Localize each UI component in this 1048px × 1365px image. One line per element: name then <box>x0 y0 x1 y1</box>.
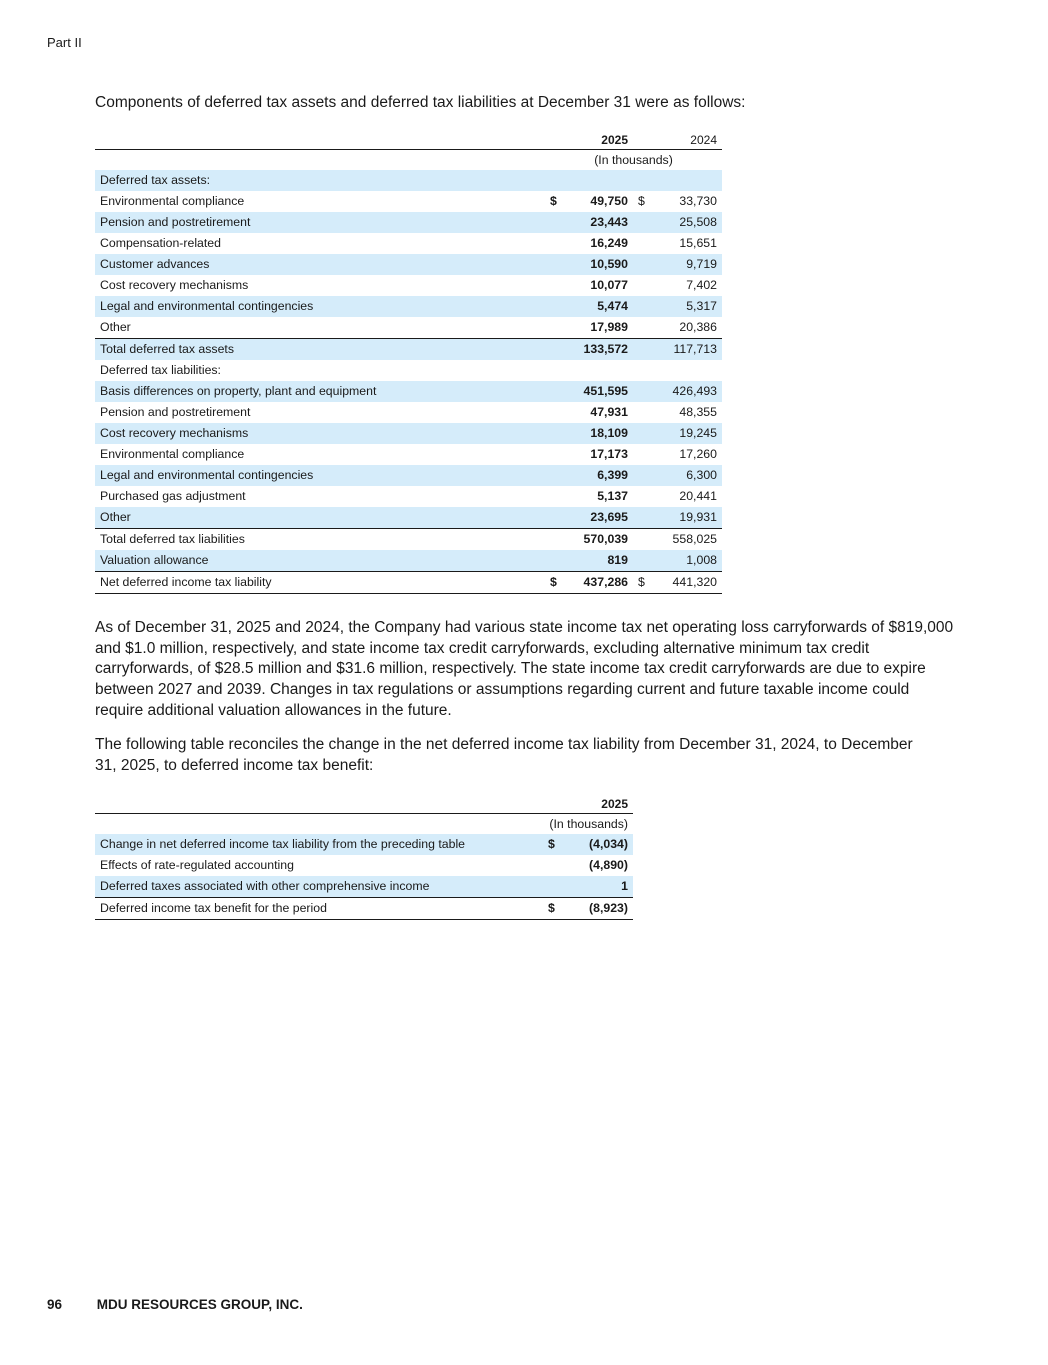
row-label: Cost recovery mechanisms <box>100 278 249 292</box>
intro-paragraph-2: The following table reconciles the change in the net deferred income tax liability from December 31, 2024, to December 31, 2025, to deferred income tax benefit: <box>95 736 913 774</box>
value-2024: 426,493 <box>651 381 722 402</box>
value-2025: (8,923) <box>561 898 633 920</box>
row-label: Environmental compliance <box>100 447 245 461</box>
value-2024: 20,441 <box>679 489 717 503</box>
value-2025: 18,109 <box>563 423 633 444</box>
value-2024: 20,386 <box>679 320 717 334</box>
table-row <box>95 855 633 876</box>
value-2025: 570,039 <box>563 529 633 551</box>
value-2025: 5,474 <box>563 296 633 317</box>
table-header-row <box>95 796 633 814</box>
row-label: Deferred income tax benefit for the period <box>95 898 543 920</box>
row-label: Total deferred tax liabilities <box>95 529 545 551</box>
net-liability-row <box>95 572 722 594</box>
total-liabilities-row <box>95 529 722 551</box>
currency-symbol: $ <box>545 572 563 594</box>
valuation-allowance-row <box>95 550 722 572</box>
page-number: 96 <box>47 1297 63 1312</box>
value-2025: 47,931 <box>590 405 628 419</box>
value-2024: 48,355 <box>679 405 717 419</box>
table-row <box>95 465 722 486</box>
value-2025: 5,137 <box>597 489 628 503</box>
row-label: Basis differences on property, plant and equipment <box>95 381 545 402</box>
value-2024: 25,508 <box>651 212 722 233</box>
value-2024: 117,713 <box>651 339 722 361</box>
table-row <box>95 296 722 317</box>
table-row <box>95 317 722 339</box>
currency-symbol: $ <box>550 194 557 208</box>
value-2024: 9,719 <box>651 254 722 275</box>
row-label: Other <box>100 320 131 334</box>
part-label: Part II <box>47 35 82 50</box>
table-row <box>95 444 722 465</box>
value-2024: 1,008 <box>651 550 722 572</box>
row-label: Pension and postretirement <box>95 212 545 233</box>
row-label: Customer advances <box>95 254 545 275</box>
reconciliation-table <box>95 796 633 920</box>
table-row <box>95 402 722 423</box>
table-row <box>95 507 722 529</box>
section-heading-row <box>95 360 722 381</box>
currency-symbol: $ <box>543 898 561 920</box>
value-2024: 15,651 <box>679 236 717 250</box>
unit-label: (In thousands) <box>594 153 673 167</box>
value-2024: 33,730 <box>679 194 717 208</box>
row-label: Compensation-related <box>100 236 221 250</box>
row-label: Total deferred tax assets <box>95 339 545 361</box>
value-2025: 10,077 <box>590 278 628 292</box>
row-label: Change in net deferred income tax liability from the preceding table <box>95 834 543 855</box>
table-row <box>95 834 633 855</box>
currency-symbol: $ <box>638 194 645 208</box>
table-header-row <box>95 132 722 150</box>
table-row <box>95 191 722 212</box>
value-2024: 6,300 <box>651 465 722 486</box>
table-row <box>95 233 722 254</box>
value-2025: 16,249 <box>590 236 628 250</box>
value-2024: 558,025 <box>651 529 722 551</box>
value-2025: (4,890) <box>589 858 628 872</box>
table-row <box>95 486 722 507</box>
value-2025: 10,590 <box>563 254 633 275</box>
table-row <box>95 876 633 898</box>
value-2025: 6,399 <box>563 465 633 486</box>
table-row <box>95 423 722 444</box>
value-2025: 819 <box>563 550 633 572</box>
value-2024: 19,931 <box>651 507 722 529</box>
row-label: Pension and postretirement <box>100 405 251 419</box>
intro-paragraph-1: Components of deferred tax assets and deferred tax liabilities at December 31 were as follows: <box>95 94 746 111</box>
row-label: Deferred taxes associated with other comprehensive income <box>95 876 543 898</box>
row-label: Effects of rate-regulated accounting <box>100 858 294 872</box>
row-label: Cost recovery mechanisms <box>95 423 545 444</box>
table-row <box>95 275 722 296</box>
row-label: Net deferred income tax liability <box>95 572 545 594</box>
row-label: Other <box>95 507 545 529</box>
value-2024: 19,245 <box>651 423 722 444</box>
value-2024: 5,317 <box>651 296 722 317</box>
table-row <box>95 254 722 275</box>
col-2025-header: 2025 <box>563 132 633 150</box>
value-2025: 133,572 <box>563 339 633 361</box>
value-2025: 1 <box>561 876 633 898</box>
unit-label: (In thousands) <box>549 817 628 831</box>
liabilities-heading: Deferred tax liabilities: <box>100 363 221 377</box>
value-2025: 23,695 <box>563 507 633 529</box>
total-assets-row <box>95 339 722 361</box>
section-heading-row <box>95 170 722 191</box>
value-2024: 441,320 <box>651 572 722 594</box>
table-row <box>95 381 722 402</box>
row-label: Environmental compliance <box>100 194 245 208</box>
row-label: Purchased gas adjustment <box>100 489 246 503</box>
value-2024: 17,260 <box>679 447 717 461</box>
table-row <box>95 212 722 233</box>
value-2025: (4,034) <box>561 834 633 855</box>
value-2025: 17,173 <box>590 447 628 461</box>
unit-row <box>95 814 633 835</box>
value-2024: 7,402 <box>686 278 717 292</box>
currency-symbol: $ <box>543 834 561 855</box>
value-2025: 49,750 <box>590 194 628 208</box>
row-label: Legal and environmental contingencies <box>95 296 545 317</box>
col-2025-header: 2025 <box>561 796 633 814</box>
currency-symbol: $ <box>633 572 651 594</box>
table-row <box>95 898 633 920</box>
value-2025: 437,286 <box>563 572 633 594</box>
page-footer <box>47 1297 303 1312</box>
value-2025: 23,443 <box>563 212 633 233</box>
carryforward-paragraph: As of December 31, 2025 and 2024, the Company had various state income tax net operating loss carryforwards of $819,000 and $1.0 million, respectively, and state income tax credit carryforwards, excluding alternative minimum tax credit carryforwards, of $28.5 million and $31.6 million, respectively. The state income tax credit carryforwards are due to expire between 2027 and 2039. Changes in tax regulations or assumptions regarding current and future taxable income could require additional valuation allowances in the future. <box>95 619 954 719</box>
col-2024-header: 2024 <box>651 132 722 150</box>
value-2025: 451,595 <box>563 381 633 402</box>
row-label: Valuation allowance <box>95 550 545 572</box>
assets-heading: Deferred tax assets: <box>95 170 722 191</box>
company-name: MDU RESOURCES GROUP, INC. <box>96 1297 303 1312</box>
deferred-tax-table <box>95 132 722 594</box>
unit-row <box>95 150 722 171</box>
value-2025: 17,989 <box>590 320 628 334</box>
row-label: Legal and environmental contingencies <box>95 465 545 486</box>
